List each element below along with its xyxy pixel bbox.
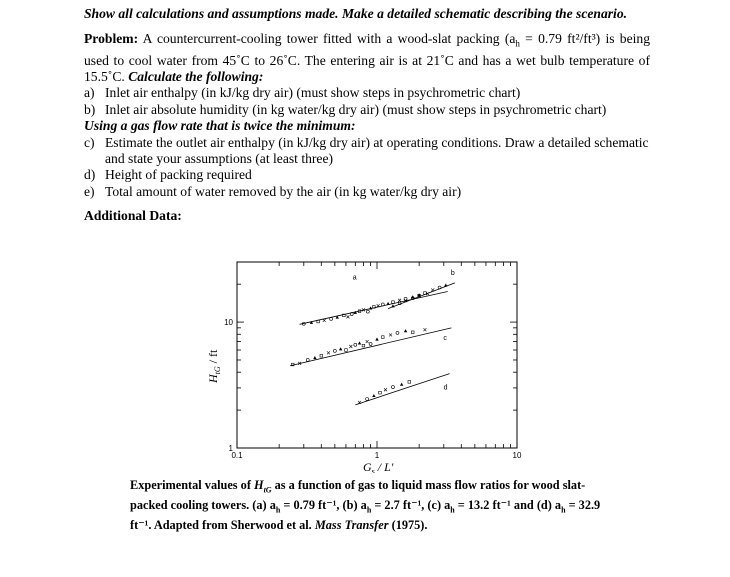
question-text: Inlet air enthalpy (in kJ/kg dry air) (must show steps in psychrometric chart) [105, 85, 521, 101]
question-text: Total amount of water removed by the air (in kg water/kg dry air) [105, 183, 462, 199]
data-point [366, 397, 369, 400]
question-item [84, 135, 650, 168]
caption-ah-sub-c: h [450, 505, 455, 515]
document-body [84, 6, 650, 225]
data-point [398, 299, 401, 302]
data-point [408, 381, 411, 384]
y-tick-label: 10 [224, 318, 233, 328]
fit-line-d [355, 374, 449, 405]
series-label-b: b [450, 269, 455, 277]
data-point [391, 386, 394, 389]
x-tick-label: 0.1 [231, 451, 243, 460]
caption-text-4: = 2.7 ft⁻¹, (c) a [371, 498, 451, 513]
ah-subscript: h [515, 39, 520, 50]
data-point [381, 336, 384, 339]
x-tick-label: 10 [512, 451, 522, 460]
series-label-a: a [352, 274, 357, 282]
problem-label: Problem: [84, 31, 139, 47]
data-point [327, 351, 330, 354]
data-point [396, 331, 399, 334]
data-point [313, 356, 316, 359]
data-point [400, 383, 403, 386]
data-point [389, 333, 392, 336]
x-tick-label: 1 [374, 451, 380, 460]
question-marker: e) [84, 183, 95, 199]
question-marker: b) [84, 101, 96, 117]
htg-figure [195, 248, 535, 473]
calc-heading: Calculate the following: [128, 68, 264, 84]
data-point [346, 315, 349, 318]
question-marker: d) [84, 167, 96, 183]
data-point [345, 349, 348, 352]
data-point [306, 358, 309, 361]
question-marker: a) [84, 85, 95, 101]
question-item [84, 85, 650, 101]
data-point [349, 345, 352, 348]
caption-ah-sub-d: h [561, 505, 566, 515]
series-label-c: c [443, 334, 447, 342]
data-point [362, 344, 365, 347]
data-point [330, 317, 333, 320]
instructions: Show all calculations and assumptions made. Make a detailed schematic describing the scenario. [84, 6, 628, 21]
data-point [375, 337, 378, 340]
caption-text-2: as a function of gas to liquid mass flow ratios for wood slat-packed cooling towers. (a) a [130, 478, 586, 513]
caption-text-6: = 32.9 ft⁻¹. Adapted from Sherwood et al. [130, 498, 601, 533]
data-point [369, 342, 372, 345]
problem-intro-a: A countercurrent-cooling tower fitted with a wood-slat packing (a [138, 31, 516, 47]
data-point [379, 391, 382, 394]
data-point [423, 328, 426, 331]
data-point [372, 394, 375, 397]
data-point [320, 354, 323, 357]
plot-frame [237, 262, 517, 448]
data-point [444, 283, 447, 286]
data-point [358, 341, 361, 344]
gas-flow-heading: Using a gas flow rate that is twice the minimum: [84, 118, 356, 134]
caption-ah-sub-b: h [366, 505, 372, 515]
fit-line-c [290, 328, 451, 366]
question-text: Inlet air absolute humidity (in kg water/kg dry air) (must show steps in psychrometric chart) [105, 101, 607, 117]
problem-intro-b: = 0.79 ft²/ft³) is being used to cool water from 45˚C to 26˚C. The entering air is at 21˚C and has a wet bulb temperature of 15.5˚C. [84, 31, 651, 84]
fit-line-a [300, 291, 448, 324]
caption-text-5: = 13.2 ft⁻¹ and (d) a [454, 498, 562, 513]
caption-text-1: Experimental values of [130, 478, 254, 492]
question-item [84, 184, 650, 200]
data-point [366, 340, 369, 343]
x-axis-label: $G_s$ / L' [363, 460, 394, 473]
data-point [366, 310, 369, 313]
question-text: Height of packing required [105, 167, 252, 183]
question-item [84, 167, 650, 183]
additional-data-heading: Additional Data: [84, 208, 182, 224]
data-point [384, 388, 387, 391]
caption-text-3: = 0.79 ft⁻¹, (b) a [280, 498, 367, 513]
question-item [84, 102, 650, 118]
figure-caption [130, 478, 610, 533]
series-label-d: d [443, 384, 448, 392]
data-point [404, 329, 407, 332]
question-list-2 [84, 135, 650, 201]
data-point [333, 349, 336, 352]
question-marker: c) [84, 134, 95, 150]
caption-source: Mass Transfer [314, 518, 389, 533]
data-point [339, 347, 342, 350]
caption-year: (1975). [388, 518, 428, 533]
question-list-1 [84, 85, 650, 118]
problem-statement [84, 31, 650, 85]
y-tick-label: 1 [228, 444, 233, 453]
caption-ah-sub-a: h [275, 505, 281, 515]
caption-htg: H [253, 478, 264, 492]
question-text: Estimate the outlet air enthalpy (in kJ/kg dry air) at operating conditions. Draw a detailed schematic and state your assumptions (at least three) [105, 134, 649, 166]
data-point [411, 331, 414, 334]
data-point [323, 319, 326, 322]
data-point [386, 302, 389, 305]
htg-chart [195, 248, 535, 473]
caption-htg-sub: tG [263, 485, 272, 495]
data-point [354, 343, 357, 346]
y-axis-label: $H_{tG}$ / ft [206, 349, 222, 383]
